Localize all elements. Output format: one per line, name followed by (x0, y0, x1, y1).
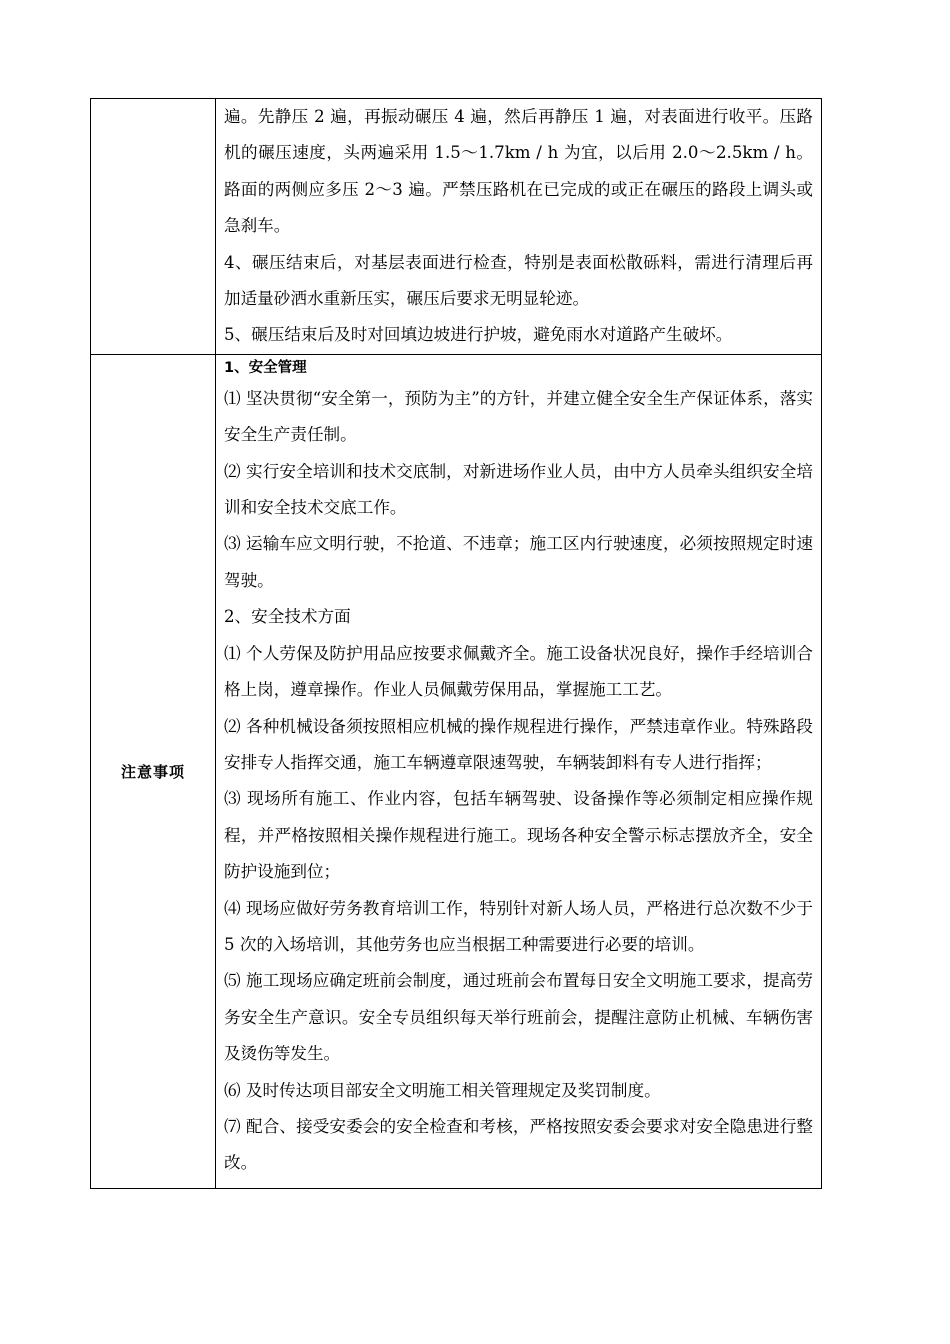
paragraph: ⑶ 运输车应文明行驶，不抢道、不违章；施工区内行驶速度，必须按照规定时速驾驶。 (224, 534, 813, 590)
paragraph: ⑹ 及时传达项目部安全文明施工相关管理规定及奖罚制度。 (224, 1080, 661, 1100)
paragraph: ⑴ 坚决贯彻“安全第一，预防为主”的方针，并建立健全安全生产保证体系，落实安全生产责任制。 (224, 388, 813, 445)
precautions-label: 注意事项 (120, 762, 185, 781)
table-row-compaction (91, 99, 822, 355)
paragraph: ⑵ 各种机械设备须按照相应机械的操作规程进行操作，严禁违章作业。特殊路段安排专人指挥交通，施工车辆遵章限速驾驶，车辆装卸料有专人进行指挥； (224, 716, 813, 772)
paragraph: ⑸ 施工现场应确定班前会制度，通过班前会布置每日安全文明施工要求，提高劳务安全生产意识。安全专员组织每天举行班前会，提醒注意防止机械、车辆伤害及烫伤等发生。 (224, 971, 813, 1064)
paragraph: ⑺ 配合、接受安委会的安全检查和考核，严格按照安委会要求对安全隐患进行整改。 (224, 1116, 813, 1173)
paragraph: 4、碾压结束后，对基层表面进行检查，特别是表面松散砾料，需进行清理后再加适量砂洒水重新压实，碾压后要求无明显轮迹。 (224, 252, 813, 309)
table-row-precautions (91, 354, 822, 1188)
precautions-content-cell (216, 354, 822, 1188)
paragraph: ⑵ 实行安全培训和技术交底制，对新进场作业人员，由中方人员牵头组织安全培训和安全技术交底工作。 (224, 461, 813, 518)
paragraph: 遍。先静压 2 遍，再振动碾压 4 遍，然后再静压 1 遍，对表面进行收平。压路机的碾压速度，头两遍采用 1.5～1.7km / h 为宜，以后用 2.0～2.5km / h。路面的两侧应多压 2～3 遍。严禁压路机在已完成的或正在碾压的路段上调头或急刹车。 (224, 107, 813, 236)
paragraph: ⑷ 现场应做好劳务教育培训工作，特别针对新人场人员，严格进行总次数不少于 5 次的入场培训，其他劳务也应当根据工种需要进行必要的培训。 (224, 898, 813, 954)
paragraph: ⑴ 个人劳保及防护用品应按要求佩戴齐全。施工设备状况良好，操作手经培训合格上岗，遵章操作。作业人员佩戴劳保用品，掌握施工工艺。 (224, 643, 813, 700)
compaction-content-cell (216, 99, 822, 355)
section-heading: 1、安全管理 (224, 359, 307, 376)
row-label-empty (91, 99, 216, 355)
construction-table (90, 98, 822, 1189)
paragraph: ⑶ 现场所有施工、作业内容，包括车辆驾驶、设备操作等必须制定相应操作规程，并严格按照相关操作规程进行施工。现场各种安全警示标志摆放齐全，安全防护设施到位； (224, 789, 813, 882)
paragraph: 5、碾压结束后及时对回填边坡进行护坡，避免雨水对道路产生破坏。 (224, 325, 733, 345)
section-heading: 2、安全技术方面 (224, 607, 351, 627)
row-label-precautions (91, 354, 216, 1188)
